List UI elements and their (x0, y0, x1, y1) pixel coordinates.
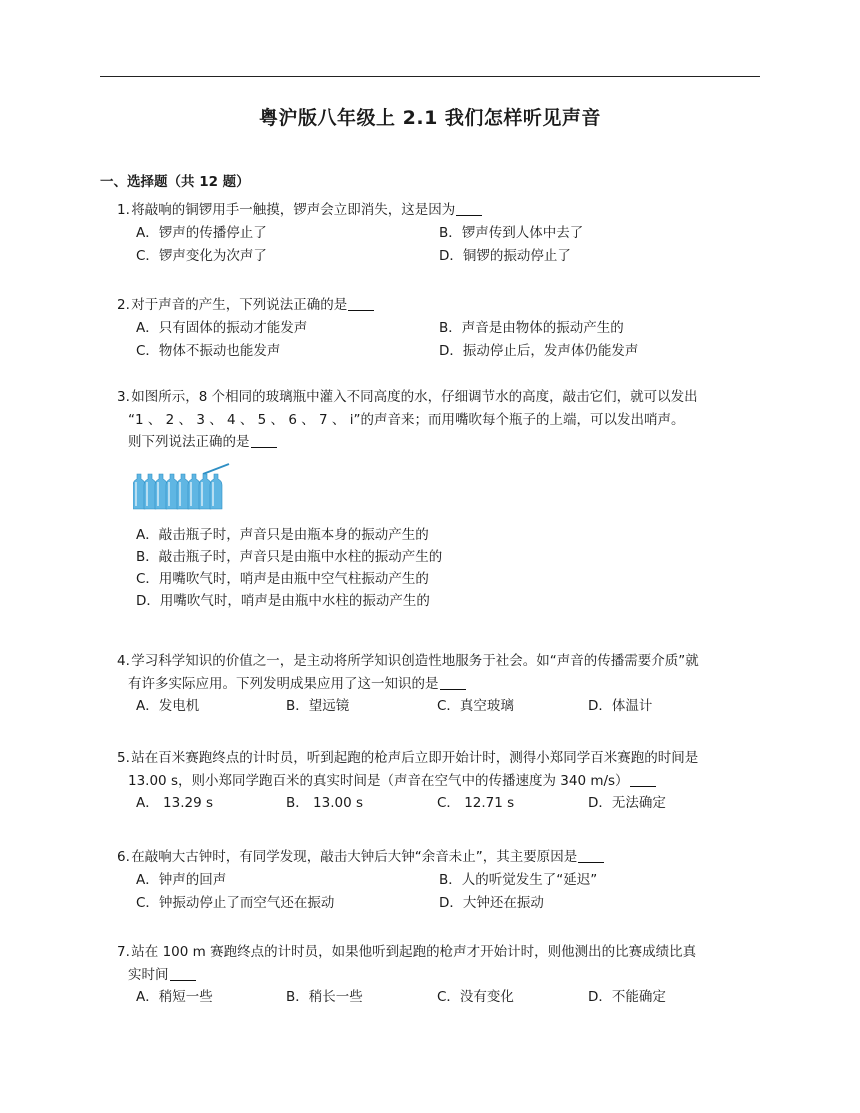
answer-blank[interactable] (348, 297, 374, 311)
option-d[interactable]: D．用嘴吹气时，哨声是由瓶中水柱的振动产生的 (136, 592, 430, 609)
option-a[interactable]: A．只有固体的振动才能发声 (136, 319, 308, 336)
option-a[interactable]: A．锣声的传播停止了 (136, 224, 267, 241)
bottle-icon (155, 474, 167, 509)
option-a[interactable]: A．敲击瓶子时，声音只是由瓶本身的振动产生的 (136, 526, 429, 543)
options (136, 695, 762, 718)
question-stem: 6. 在敲响大古钟时，有同学发现，敲击大钟后大钟“余音未止”，其主要原因是 (117, 846, 762, 869)
options (136, 986, 762, 1009)
answer-blank[interactable] (251, 434, 277, 448)
question-6 (117, 846, 762, 915)
bottle-icon (188, 474, 200, 509)
options (136, 222, 762, 268)
question-4 (117, 650, 762, 718)
question-stem: 3. 如图所示，8 个相同的玻璃瓶中灌入不同高度的水，仔细调节水的高度，敲击它们，就可以发出 “1 、 2 、 3 、 4 、 5 、 6 、 7 、 i”的声音来；而用嘴吹每个瓶子的上端，可以发出哨声。 则下列说法正确的是 (117, 389, 698, 450)
option-b[interactable]: B．人的听觉发生了“延迟” (439, 871, 598, 888)
section-heading: 一、选择题（共 12 题） (100, 174, 250, 190)
option-b[interactable]: B．声音是由物体的振动产生的 (439, 319, 624, 336)
option-c[interactable]: C．物体不振动也能发声 (136, 342, 281, 359)
blow-stick (203, 464, 229, 474)
question-7 (117, 941, 762, 1009)
question-3 (117, 386, 762, 612)
option-c[interactable]: C．真空玻璃 (437, 698, 514, 714)
answer-blank[interactable] (456, 202, 482, 216)
question-stem: 1. 将敲响的铜锣用手一触摸，锣声会立即消失，这是因为 (117, 199, 762, 222)
question-1 (117, 199, 762, 268)
option-a[interactable]: A．稍短一些 (136, 989, 213, 1005)
bottle-icon (177, 474, 189, 509)
option-d[interactable]: D．无法确定 (588, 795, 666, 811)
question-stem: 7. 站在 100 m 赛跑终点的计时员，如果他听到起跑的枪声才开始计时，则他测出的比赛成绩比真 实时间 (117, 944, 697, 983)
answer-blank[interactable] (630, 773, 656, 787)
bottle-icon (133, 474, 145, 509)
question-2 (117, 294, 762, 363)
option-b[interactable]: B．稍长一些 (286, 989, 363, 1005)
options (136, 869, 762, 915)
option-a[interactable]: A． 13.29 s (136, 795, 213, 811)
option-a[interactable]: A．发电机 (136, 698, 200, 714)
header-rule (100, 76, 760, 77)
options (136, 792, 762, 815)
answer-blank[interactable] (578, 849, 604, 863)
options (136, 317, 762, 363)
option-d[interactable]: D．振动停止后，发声体仍能发声 (439, 342, 639, 359)
question-stem: 4. 学习科学知识的价值之一，是主动将所学知识创造性地服务于社会。如“声音的传播需要介质”就 有许多实际应用。下列发明成果应用了这一知识的是 (117, 653, 699, 692)
option-c[interactable]: C． 12.71 s (437, 795, 515, 811)
option-d[interactable]: D．铜锣的振动停止了 (439, 247, 571, 264)
question-stem: 5. 站在百米赛跑终点的计时员，听到起跑的枪声后立即开始计时，测得小郑同学百米赛跑的时间是 13.00 s，则小郑同学跑百米的真实时间是（声音在空气中的传播速度为 340 m/s） (117, 750, 699, 789)
option-b[interactable]: B． 13.00 s (286, 795, 364, 811)
option-c[interactable]: C．锣声变化为次声了 (136, 247, 267, 264)
option-b[interactable]: B．望远镜 (286, 698, 350, 714)
options (136, 524, 762, 612)
glass-bottles-figure (133, 462, 233, 512)
answer-blank[interactable] (440, 676, 466, 690)
option-c[interactable]: C．没有变化 (437, 989, 514, 1005)
option-a[interactable]: A．钟声的回声 (136, 871, 227, 888)
option-c[interactable]: C．用嘴吹气时，哨声是由瓶中空气柱振动产生的 (136, 570, 429, 587)
bottle-icon (210, 474, 222, 509)
option-b[interactable]: B．敲击瓶子时，声音只是由瓶中水柱的振动产生的 (136, 548, 443, 565)
option-c[interactable]: C．钟振动停止了而空气还在振动 (136, 894, 335, 911)
question-stem: 2. 对于声音的产生，下列说法正确的是 (117, 294, 762, 317)
option-d[interactable]: D．体温计 (588, 698, 653, 714)
page-title: 粤沪版八年级上 2.1 我们怎样听见声音 (259, 107, 601, 129)
bottle-icon (144, 474, 156, 509)
bottle-icon (199, 474, 211, 509)
option-d[interactable]: D．大钟还在振动 (439, 894, 544, 911)
bottle-icon (166, 474, 178, 509)
option-d[interactable]: D．不能确定 (588, 989, 666, 1005)
option-b[interactable]: B．锣声传到人体中去了 (439, 224, 584, 241)
answer-blank[interactable] (170, 967, 196, 981)
question-5 (117, 747, 762, 815)
